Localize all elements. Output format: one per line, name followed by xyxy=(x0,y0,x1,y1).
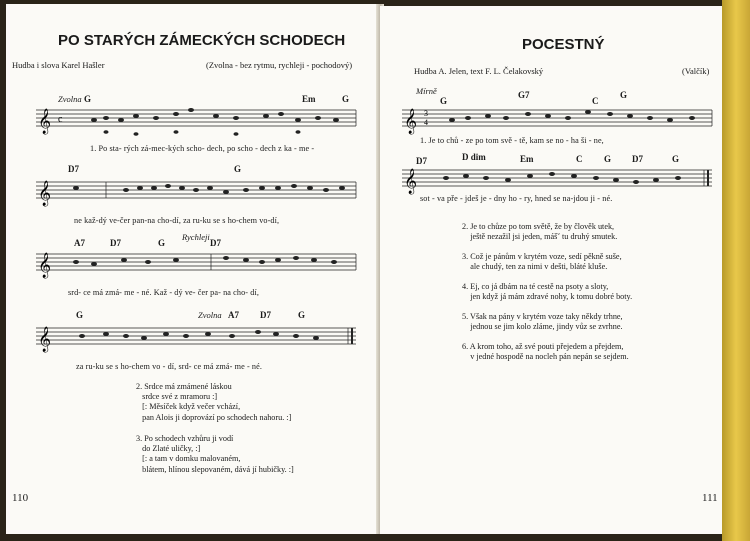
author-right: Hudba A. Jelen, text F. L. Čelakovský xyxy=(414,66,544,76)
svg-text:𝄞: 𝄞 xyxy=(38,181,52,206)
lyric-line: sot - va pře - jdeš je - dny ho - ry, hned se na-jdou ji - né. xyxy=(420,194,613,203)
lyric-line: 1. Je to chů - ze po tom svě - tě, kam se no - ha ši - ne, xyxy=(420,136,604,145)
chord-label: G xyxy=(84,94,92,104)
chord-label: A7 xyxy=(228,310,239,320)
chord-label: G7 xyxy=(518,90,530,100)
chord-label: C xyxy=(576,154,583,164)
svg-text:𝄞: 𝄞 xyxy=(38,327,52,352)
song-style: (Valčík) xyxy=(682,66,710,76)
music-staff xyxy=(36,248,356,288)
chord-label: D7 xyxy=(110,238,121,248)
chord-label: G xyxy=(342,94,350,104)
svg-text:c: c xyxy=(58,114,63,125)
chord-label: D dim xyxy=(462,152,486,162)
verse: 4. Ej, co já dbám na té cestě na psoty a sloty, jen když já mám zdravé nohy, k tomu dobré boty. xyxy=(462,282,633,302)
tempo-marking: Mírně xyxy=(416,86,437,96)
verse: 2. Je to chůze po tom světě, že by člověk utek, ještě nezažil jsi jeden, mášˇ tu druhý smutek. xyxy=(462,222,618,242)
author-left: Hudba i slova Karel Hašler xyxy=(12,60,105,70)
tempo-marking-3: Zvolna xyxy=(198,310,222,320)
svg-text:𝄞: 𝄞 xyxy=(404,109,418,134)
svg-text:𝄞: 𝄞 xyxy=(38,253,52,278)
chord-label: D7 xyxy=(68,164,79,174)
right-page xyxy=(380,6,722,534)
chord-label: G xyxy=(234,164,242,174)
chord-label: Em xyxy=(520,154,534,164)
chord-label: G xyxy=(76,310,84,320)
lyric-line: ne kaž-dý ve-čer pan-na cho-dí, za ru-ku se s ho-chem vo-dí, xyxy=(74,216,280,225)
chord-label: D7 xyxy=(416,156,427,166)
music-staff xyxy=(36,104,356,144)
chord-label: G xyxy=(158,238,166,248)
verse: 3. Což je pánům v krytém voze, sedí pěkně suše, ale chudý, ten za nimi v dešti, bláté kluše. xyxy=(462,252,622,272)
lyric-line: za ru-ku se s ho-chem vo - dí, srd- ce má zmá- me - né. xyxy=(76,362,263,371)
svg-text:𝄞: 𝄞 xyxy=(404,169,418,194)
lyric-line: 1. Po sta- rých zá-mec-kých scho- dech, po scho - dech z ka - me - xyxy=(90,144,315,153)
svg-text:4: 4 xyxy=(424,118,428,127)
verse: 5. Však na pány v krytém voze taky někdy trhne, jednou se jim kolo zláme, jindy vůz se zvrhne. xyxy=(462,312,623,332)
verse-3: 3. Po schodech vzhůru ji vodí do Zlaté uličky, :] [: a tam v domku malovaném, blátem, hlínou slepovaném, dává jí hubičky. :] xyxy=(136,434,294,474)
page-number-right: 111 xyxy=(702,492,718,504)
chord-label: G xyxy=(620,90,628,100)
tempo-marking-1: Zvolna xyxy=(58,94,82,104)
tempo-marking-2: Rychleji xyxy=(182,232,210,242)
music-staff xyxy=(36,176,356,216)
chord-label: G xyxy=(604,154,612,164)
chord-label: D7 xyxy=(210,238,221,248)
chord-label: G xyxy=(672,154,680,164)
chord-label: Em xyxy=(302,94,316,104)
verse-2: 2. Srdce má zmámené láskou srdce své z mramoru :] [: Měsíček když večer vchází, pan Alois ji doprovází po schodech nahoru. :] xyxy=(136,382,292,422)
chord-label: G xyxy=(440,96,448,106)
binding-edge xyxy=(722,0,750,541)
chord-label: G xyxy=(298,310,306,320)
chord-label: C xyxy=(592,96,599,106)
svg-text:𝄞: 𝄞 xyxy=(38,109,52,134)
left-page xyxy=(6,4,380,534)
lyric-line: srd- ce má zmá- me - né. Kaž - dý ve- čer pa- na cho- dí, xyxy=(68,288,259,297)
tempo-note: (Zvolna - bez rytmu, rychleji - pochodový) xyxy=(206,60,353,70)
song-title-left: PO STARÝCH ZÁMECKÝCH SCHODECH xyxy=(58,32,346,49)
chord-label: D7 xyxy=(632,154,643,164)
chord-label: A7 xyxy=(74,238,85,248)
svg-text:3: 3 xyxy=(424,109,428,118)
verse: 6. A krom toho, až své pouti přejedem a přejdem, v jedné hospodě na nocleh pán nepán se sejdem. xyxy=(462,342,629,362)
music-staff xyxy=(36,322,356,362)
song-title-right: POCESTNÝ xyxy=(522,36,605,53)
chord-label: D7 xyxy=(260,310,271,320)
page-number-left: 110 xyxy=(12,492,29,504)
